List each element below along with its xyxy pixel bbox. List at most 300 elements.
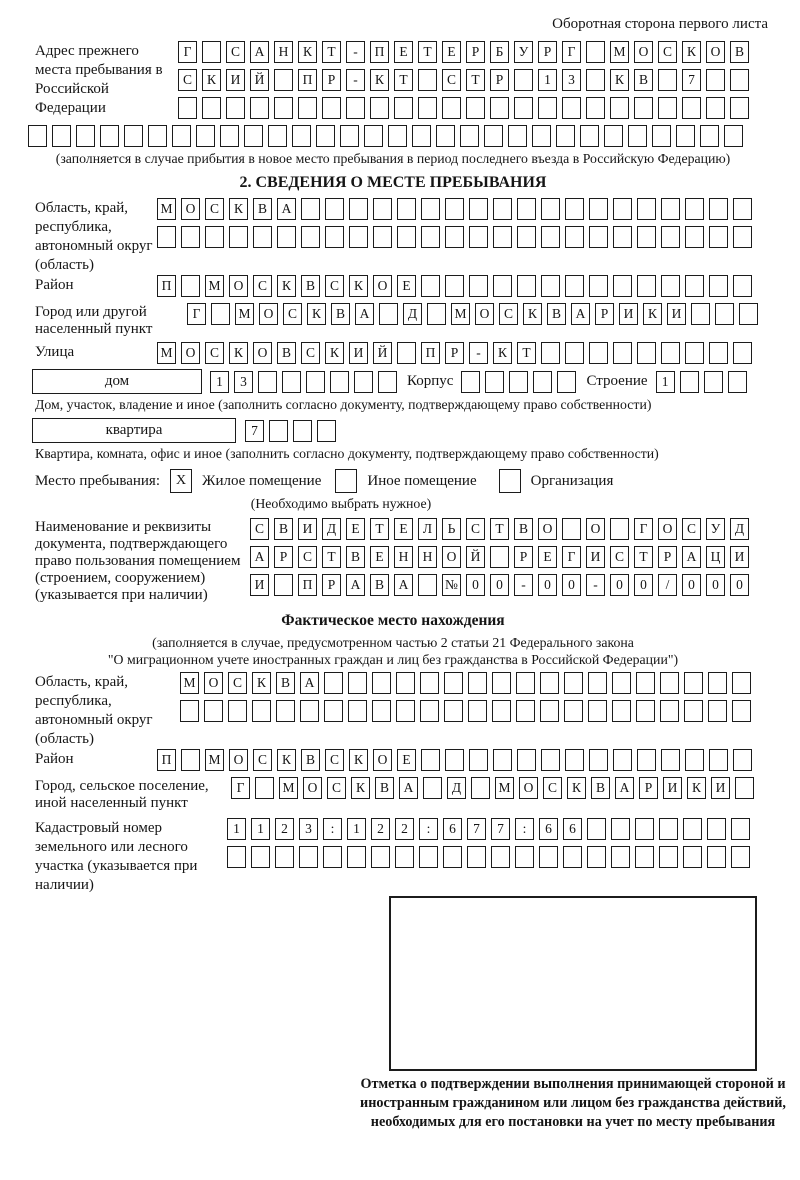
char-box[interactable] — [292, 125, 311, 147]
char-box[interactable]: Д — [403, 303, 422, 325]
char-box[interactable]: О — [706, 41, 725, 63]
char-box[interactable]: О — [658, 518, 677, 540]
char-box[interactable] — [227, 846, 246, 868]
char-box[interactable]: О — [204, 672, 223, 694]
char-box[interactable] — [293, 420, 312, 442]
char-box[interactable]: Й — [466, 546, 485, 568]
char-box[interactable] — [340, 125, 359, 147]
char-box[interactable]: А — [571, 303, 590, 325]
char-box[interactable] — [659, 846, 678, 868]
char-box[interactable]: С — [682, 518, 701, 540]
char-box[interactable] — [565, 342, 584, 364]
char-box[interactable]: Й — [250, 69, 269, 91]
char-box[interactable] — [378, 371, 397, 393]
char-box[interactable] — [514, 69, 533, 91]
char-box[interactable] — [445, 198, 464, 220]
char-box[interactable]: И — [711, 777, 730, 799]
char-box[interactable]: 0 — [466, 574, 485, 596]
char-box[interactable] — [178, 97, 197, 119]
char-box[interactable] — [460, 125, 479, 147]
char-box[interactable] — [733, 275, 752, 297]
char-box[interactable] — [612, 700, 631, 722]
char-box[interactable]: Г — [562, 41, 581, 63]
char-box[interactable] — [515, 846, 534, 868]
char-box[interactable] — [733, 342, 752, 364]
char-box[interactable] — [445, 275, 464, 297]
char-box[interactable]: Н — [418, 546, 437, 568]
char-box[interactable] — [493, 226, 512, 248]
char-box[interactable] — [586, 97, 605, 119]
char-box[interactable]: М — [451, 303, 470, 325]
char-box[interactable]: Л — [418, 518, 437, 540]
char-box[interactable] — [468, 700, 487, 722]
char-box[interactable] — [658, 97, 677, 119]
char-box[interactable] — [636, 672, 655, 694]
char-box[interactable] — [564, 672, 583, 694]
char-box[interactable]: 0 — [610, 574, 629, 596]
char-box[interactable] — [587, 818, 606, 840]
char-box[interactable] — [680, 371, 699, 393]
char-box[interactable]: С — [301, 342, 320, 364]
char-box[interactable] — [275, 846, 294, 868]
char-box[interactable] — [610, 518, 629, 540]
char-box[interactable] — [732, 672, 751, 694]
char-box[interactable] — [562, 518, 581, 540]
char-box[interactable]: О — [538, 518, 557, 540]
char-box[interactable]: Т — [634, 546, 653, 568]
char-box[interactable]: М — [205, 275, 224, 297]
char-box[interactable] — [274, 574, 293, 596]
char-box[interactable]: С — [466, 518, 485, 540]
char-box[interactable] — [613, 275, 632, 297]
char-box[interactable] — [514, 97, 533, 119]
char-box[interactable] — [250, 97, 269, 119]
char-box[interactable]: С — [226, 41, 245, 63]
char-box[interactable]: Й — [373, 342, 392, 364]
char-box[interactable] — [282, 371, 301, 393]
char-box[interactable] — [274, 69, 293, 91]
char-box[interactable] — [538, 97, 557, 119]
char-box[interactable]: Т — [322, 546, 341, 568]
char-box[interactable] — [517, 226, 536, 248]
char-box[interactable] — [564, 700, 583, 722]
char-box[interactable]: Р — [322, 69, 341, 91]
char-box[interactable] — [301, 226, 320, 248]
char-box[interactable]: Д — [447, 777, 466, 799]
char-box[interactable] — [325, 226, 344, 248]
char-box[interactable]: Е — [346, 518, 365, 540]
char-box[interactable]: А — [682, 546, 701, 568]
char-box[interactable]: Т — [490, 518, 509, 540]
char-box[interactable] — [541, 198, 560, 220]
char-box[interactable]: Ц — [706, 546, 725, 568]
char-box[interactable] — [508, 125, 527, 147]
char-box[interactable] — [683, 818, 702, 840]
char-box[interactable]: 0 — [634, 574, 653, 596]
char-box[interactable] — [317, 420, 336, 442]
char-box[interactable]: С — [250, 518, 269, 540]
char-box[interactable]: 6 — [443, 818, 462, 840]
char-box[interactable] — [604, 125, 623, 147]
char-box[interactable]: С — [325, 275, 344, 297]
char-box[interactable]: Р — [445, 342, 464, 364]
char-box[interactable] — [685, 226, 704, 248]
char-box[interactable]: В — [277, 342, 296, 364]
char-box[interactable]: И — [250, 574, 269, 596]
char-box[interactable] — [444, 700, 463, 722]
char-box[interactable] — [469, 226, 488, 248]
char-box[interactable]: Р — [322, 574, 341, 596]
char-box[interactable] — [660, 672, 679, 694]
char-box[interactable] — [691, 303, 710, 325]
char-box[interactable]: : — [419, 818, 438, 840]
char-box[interactable]: О — [634, 41, 653, 63]
char-box[interactable]: И — [730, 546, 749, 568]
char-box[interactable] — [492, 700, 511, 722]
char-box[interactable] — [612, 672, 631, 694]
char-box[interactable]: В — [346, 546, 365, 568]
char-box[interactable]: 6 — [539, 818, 558, 840]
char-box[interactable]: А — [300, 672, 319, 694]
char-box[interactable]: М — [235, 303, 254, 325]
char-box[interactable]: С — [610, 546, 629, 568]
char-box[interactable] — [709, 226, 728, 248]
char-box[interactable] — [469, 749, 488, 771]
char-box[interactable]: У — [706, 518, 725, 540]
char-box[interactable] — [220, 125, 239, 147]
char-box[interactable]: К — [229, 342, 248, 364]
char-box[interactable]: С — [499, 303, 518, 325]
char-box[interactable] — [443, 846, 462, 868]
char-box[interactable] — [636, 700, 655, 722]
char-box[interactable]: 0 — [730, 574, 749, 596]
char-box[interactable] — [659, 818, 678, 840]
char-box[interactable] — [557, 371, 576, 393]
char-box[interactable]: П — [157, 749, 176, 771]
char-box[interactable] — [251, 846, 270, 868]
char-box[interactable]: 1 — [347, 818, 366, 840]
char-box[interactable]: 7 — [467, 818, 486, 840]
char-box[interactable] — [493, 749, 512, 771]
char-box[interactable]: О — [373, 749, 392, 771]
char-box[interactable]: И — [298, 518, 317, 540]
char-box[interactable] — [731, 818, 750, 840]
char-box[interactable]: 1 — [538, 69, 557, 91]
char-box[interactable] — [611, 846, 630, 868]
char-box[interactable] — [436, 125, 455, 147]
char-box[interactable]: К — [682, 41, 701, 63]
char-box[interactable] — [444, 672, 463, 694]
char-box[interactable] — [316, 125, 335, 147]
char-box[interactable]: 1 — [227, 818, 246, 840]
char-box[interactable] — [661, 749, 680, 771]
char-box[interactable] — [52, 125, 71, 147]
char-box[interactable]: К — [307, 303, 326, 325]
char-box[interactable] — [276, 700, 295, 722]
char-box[interactable]: Р — [595, 303, 614, 325]
char-box[interactable]: И — [667, 303, 686, 325]
char-box[interactable] — [373, 226, 392, 248]
char-box[interactable]: / — [658, 574, 677, 596]
char-box[interactable] — [372, 700, 391, 722]
char-box[interactable] — [255, 777, 274, 799]
char-box[interactable] — [706, 69, 725, 91]
char-box[interactable] — [516, 672, 535, 694]
char-box[interactable]: А — [250, 41, 269, 63]
char-box[interactable] — [419, 846, 438, 868]
char-box[interactable] — [541, 275, 560, 297]
char-box[interactable] — [28, 125, 47, 147]
char-box[interactable] — [541, 226, 560, 248]
char-box[interactable]: - — [346, 69, 365, 91]
char-box[interactable] — [324, 672, 343, 694]
char-box[interactable]: С — [543, 777, 562, 799]
char-box[interactable]: К — [643, 303, 662, 325]
char-box[interactable] — [395, 846, 414, 868]
char-box[interactable]: Е — [538, 546, 557, 568]
char-box[interactable] — [735, 777, 754, 799]
char-box[interactable]: В — [276, 672, 295, 694]
char-box[interactable]: А — [615, 777, 634, 799]
char-box[interactable]: Т — [418, 41, 437, 63]
char-box[interactable] — [421, 198, 440, 220]
char-box[interactable] — [364, 125, 383, 147]
char-box[interactable] — [707, 818, 726, 840]
char-box[interactable]: С — [178, 69, 197, 91]
char-box[interactable]: С — [658, 41, 677, 63]
char-box[interactable] — [196, 125, 215, 147]
stay-option-checkbox-residential[interactable]: X — [170, 469, 192, 493]
char-box[interactable] — [467, 846, 486, 868]
char-box[interactable] — [298, 97, 317, 119]
char-box[interactable] — [589, 275, 608, 297]
char-box[interactable]: Г — [187, 303, 206, 325]
char-box[interactable] — [347, 846, 366, 868]
char-box[interactable] — [517, 275, 536, 297]
char-box[interactable]: К — [277, 275, 296, 297]
char-box[interactable]: 7 — [682, 69, 701, 91]
char-box[interactable]: Д — [730, 518, 749, 540]
char-box[interactable] — [709, 749, 728, 771]
char-box[interactable] — [299, 846, 318, 868]
char-box[interactable]: В — [730, 41, 749, 63]
char-box[interactable] — [661, 226, 680, 248]
char-box[interactable]: Р — [514, 546, 533, 568]
char-box[interactable]: Е — [394, 41, 413, 63]
char-box[interactable] — [730, 69, 749, 91]
char-box[interactable]: № — [442, 574, 461, 596]
char-box[interactable] — [541, 342, 560, 364]
char-box[interactable] — [445, 226, 464, 248]
char-box[interactable] — [258, 371, 277, 393]
stay-option-checkbox-organization[interactable] — [499, 469, 521, 493]
char-box[interactable]: Г — [231, 777, 250, 799]
char-box[interactable] — [707, 846, 726, 868]
char-box[interactable] — [685, 198, 704, 220]
char-box[interactable]: Д — [322, 518, 341, 540]
char-box[interactable]: Е — [397, 275, 416, 297]
char-box[interactable]: К — [687, 777, 706, 799]
char-box[interactable]: И — [226, 69, 245, 91]
char-box[interactable]: 7 — [491, 818, 510, 840]
char-box[interactable] — [397, 342, 416, 364]
char-box[interactable] — [485, 371, 504, 393]
char-box[interactable] — [124, 125, 143, 147]
char-box[interactable] — [323, 846, 342, 868]
char-box[interactable]: О — [373, 275, 392, 297]
char-box[interactable]: Р — [490, 69, 509, 91]
char-box[interactable] — [274, 97, 293, 119]
char-box[interactable] — [540, 672, 559, 694]
char-box[interactable] — [589, 342, 608, 364]
char-box[interactable]: И — [663, 777, 682, 799]
char-box[interactable] — [565, 226, 584, 248]
char-box[interactable] — [348, 700, 367, 722]
char-box[interactable] — [637, 275, 656, 297]
char-box[interactable]: О — [181, 198, 200, 220]
char-box[interactable]: И — [349, 342, 368, 364]
char-box[interactable]: А — [277, 198, 296, 220]
char-box[interactable]: К — [277, 749, 296, 771]
char-box[interactable] — [517, 749, 536, 771]
char-box[interactable] — [586, 41, 605, 63]
char-box[interactable] — [715, 303, 734, 325]
char-box[interactable] — [420, 700, 439, 722]
char-box[interactable] — [634, 97, 653, 119]
char-box[interactable] — [181, 275, 200, 297]
char-box[interactable] — [565, 275, 584, 297]
char-box[interactable]: В — [274, 518, 293, 540]
char-box[interactable]: 0 — [490, 574, 509, 596]
char-box[interactable] — [277, 226, 296, 248]
char-box[interactable] — [516, 700, 535, 722]
char-box[interactable] — [418, 97, 437, 119]
char-box[interactable] — [349, 198, 368, 220]
char-box[interactable] — [226, 97, 245, 119]
char-box[interactable] — [427, 303, 446, 325]
char-box[interactable]: О — [259, 303, 278, 325]
kvartira-field-box[interactable]: квартира — [32, 418, 236, 443]
char-box[interactable]: О — [586, 518, 605, 540]
char-box[interactable]: С — [298, 546, 317, 568]
char-box[interactable] — [322, 97, 341, 119]
char-box[interactable]: 2 — [371, 818, 390, 840]
char-box[interactable] — [330, 371, 349, 393]
char-box[interactable] — [471, 777, 490, 799]
char-box[interactable] — [724, 125, 743, 147]
char-box[interactable] — [421, 749, 440, 771]
char-box[interactable] — [661, 275, 680, 297]
char-box[interactable] — [180, 700, 199, 722]
char-box[interactable] — [491, 846, 510, 868]
char-box[interactable] — [541, 749, 560, 771]
char-box[interactable]: Т — [466, 69, 485, 91]
char-box[interactable]: П — [157, 275, 176, 297]
char-box[interactable] — [685, 342, 704, 364]
char-box[interactable] — [613, 198, 632, 220]
char-box[interactable] — [739, 303, 758, 325]
char-box[interactable] — [202, 97, 221, 119]
char-box[interactable] — [445, 749, 464, 771]
char-box[interactable]: : — [515, 818, 534, 840]
char-box[interactable]: О — [303, 777, 322, 799]
char-box[interactable]: 2 — [395, 818, 414, 840]
char-box[interactable] — [423, 777, 442, 799]
char-box[interactable]: Т — [517, 342, 536, 364]
char-box[interactable] — [253, 226, 272, 248]
char-box[interactable]: М — [180, 672, 199, 694]
char-box[interactable]: К — [325, 342, 344, 364]
char-box[interactable] — [379, 303, 398, 325]
char-box[interactable] — [229, 226, 248, 248]
char-box[interactable]: Е — [397, 749, 416, 771]
char-box[interactable]: 6 — [563, 818, 582, 840]
char-box[interactable]: С — [228, 672, 247, 694]
char-box[interactable] — [709, 275, 728, 297]
char-box[interactable] — [635, 846, 654, 868]
char-box[interactable] — [348, 672, 367, 694]
char-box[interactable]: И — [619, 303, 638, 325]
char-box[interactable] — [372, 672, 391, 694]
char-box[interactable]: К — [252, 672, 271, 694]
char-box[interactable] — [228, 700, 247, 722]
char-box[interactable]: М — [157, 198, 176, 220]
char-box[interactable]: В — [301, 749, 320, 771]
char-box[interactable] — [637, 749, 656, 771]
char-box[interactable]: 0 — [706, 574, 725, 596]
char-box[interactable] — [442, 97, 461, 119]
char-box[interactable] — [637, 342, 656, 364]
char-box[interactable] — [731, 846, 750, 868]
char-box[interactable] — [325, 198, 344, 220]
char-box[interactable] — [533, 371, 552, 393]
char-box[interactable] — [683, 846, 702, 868]
char-box[interactable] — [709, 342, 728, 364]
char-box[interactable]: 0 — [562, 574, 581, 596]
char-box[interactable] — [700, 125, 719, 147]
char-box[interactable]: К — [523, 303, 542, 325]
char-box[interactable] — [733, 749, 752, 771]
char-box[interactable] — [637, 198, 656, 220]
char-box[interactable]: Г — [634, 518, 653, 540]
char-box[interactable]: Н — [394, 546, 413, 568]
char-box[interactable] — [733, 226, 752, 248]
char-box[interactable]: 1 — [210, 371, 229, 393]
char-box[interactable] — [205, 226, 224, 248]
char-box[interactable] — [469, 275, 488, 297]
char-box[interactable]: - — [586, 574, 605, 596]
char-box[interactable]: К — [567, 777, 586, 799]
char-box[interactable]: У — [514, 41, 533, 63]
char-box[interactable]: Е — [442, 41, 461, 63]
char-box[interactable]: С — [327, 777, 346, 799]
char-box[interactable]: В — [634, 69, 653, 91]
char-box[interactable] — [300, 700, 319, 722]
char-box[interactable]: А — [250, 546, 269, 568]
char-box[interactable]: М — [279, 777, 298, 799]
char-box[interactable]: Р — [538, 41, 557, 63]
char-box[interactable] — [421, 275, 440, 297]
char-box[interactable]: 0 — [682, 574, 701, 596]
char-box[interactable]: Б — [490, 41, 509, 63]
char-box[interactable] — [682, 97, 701, 119]
char-box[interactable] — [613, 226, 632, 248]
char-box[interactable]: О — [229, 749, 248, 771]
char-box[interactable]: Р — [639, 777, 658, 799]
char-box[interactable]: В — [375, 777, 394, 799]
char-box[interactable] — [588, 672, 607, 694]
char-box[interactable] — [588, 700, 607, 722]
